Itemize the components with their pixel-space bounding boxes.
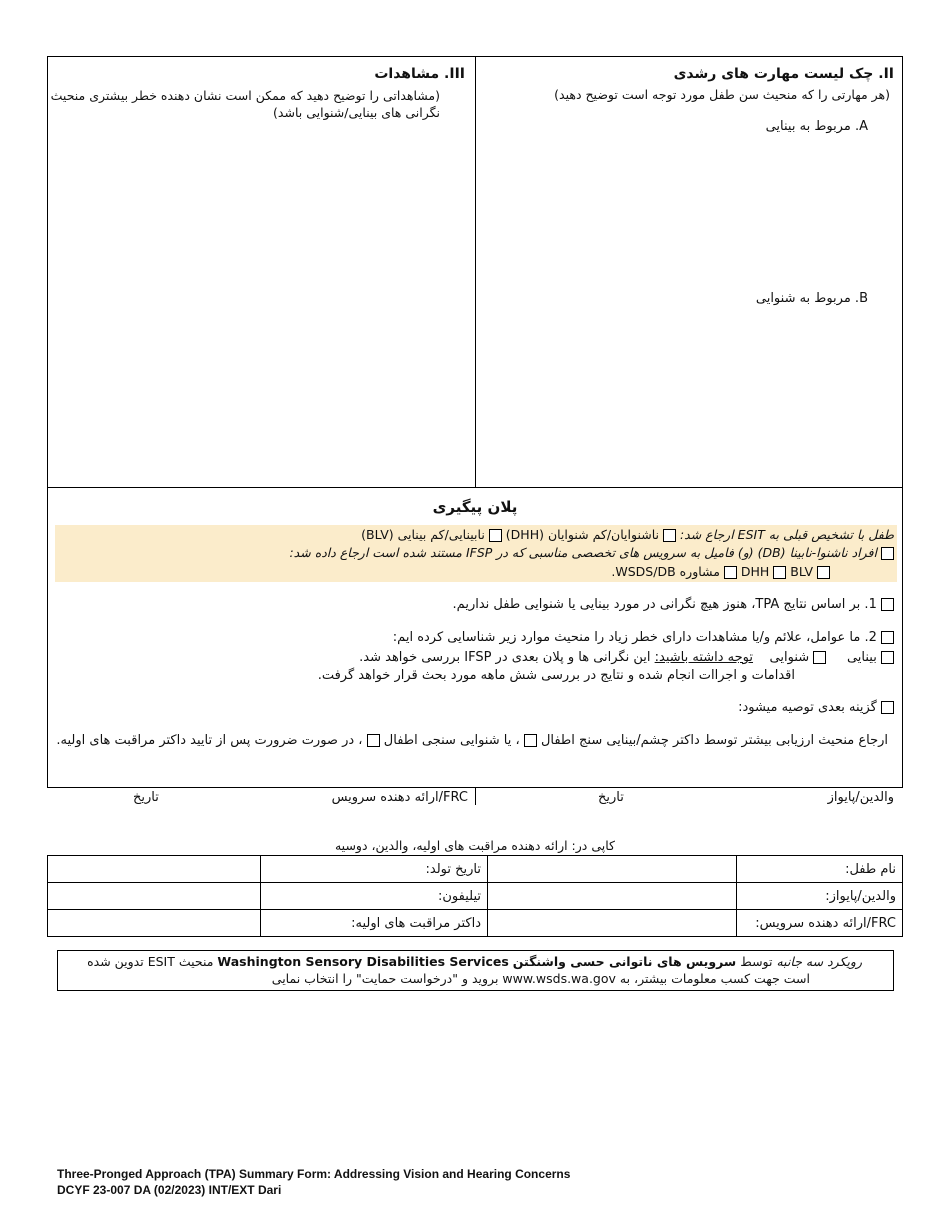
child-name-label: نام طفل: [737, 856, 903, 883]
child-name-field[interactable] [488, 856, 737, 883]
section-divider [475, 56, 476, 488]
ophthalmology-checkbox[interactable] [524, 734, 537, 747]
sig-date-2: تاریخ [133, 790, 159, 805]
referral-prefix: طفل با تشخیص قبلی به ESIT ارجاع شد: [679, 527, 894, 542]
section-2-subtitle: (هر مهارتی را که منحیث سن طفل مورد توجه است توضیح دهید) [554, 87, 890, 102]
vision-label: بینایی [846, 650, 877, 665]
info-table [47, 855, 903, 937]
sig-parent: والدین/پایواز [827, 790, 894, 805]
db-checkbox[interactable] [881, 547, 894, 560]
notice-tpa: رویکرد سه جانبه [776, 954, 862, 969]
blv-short-checkbox[interactable] [773, 566, 786, 579]
vision-checkbox[interactable] [881, 651, 894, 664]
plan-item-2 [54, 630, 894, 645]
wsds-checkbox[interactable] [724, 566, 737, 579]
item-2-checkbox[interactable] [881, 631, 894, 644]
next-option-checkbox[interactable] [881, 701, 894, 714]
pcp-label: داکتر مراقبت های اولیه: [261, 910, 488, 937]
section-2-item-b-field[interactable] [490, 312, 870, 477]
item-2-text: 2. ما عوامل، علائم و/یا مشاهدات دارای خطر زیاد را منحیث موارد زیر شناسایی کرده ایم: [392, 630, 877, 645]
info-row [48, 883, 903, 910]
referral-row-3 [330, 564, 830, 579]
next-option-text: گزینه بعدی توصیه میشود: [738, 700, 877, 715]
wsds-label: مشاوره WSDS/DB. [611, 564, 720, 579]
footer-form-number: DCYF 23-007 DA (02/2023) INT/EXT Dari [57, 1183, 282, 1197]
phone-value[interactable] [48, 883, 261, 910]
child-name-value[interactable] [48, 856, 261, 883]
plan-title: پلان پیگیری [432, 498, 518, 516]
dob-label: تاریخ تولد: [261, 856, 488, 883]
item-1-checkbox[interactable] [881, 598, 894, 611]
section-2-title: II. چک لیست مهارت های رشدی [673, 66, 894, 82]
item-1-text: 1. بر اساس نتایج TPA، هنوز هیچ نگرانی در مورد بینایی یا شنوایی طفل نداریم. [452, 597, 877, 612]
signature-divider [475, 788, 476, 805]
notice-wsds-en: Washington Sensory Disabilities Services [217, 954, 509, 969]
plan-item-2-options [54, 650, 894, 665]
note-label: توجه داشته باشید: [654, 650, 754, 665]
info-row [48, 856, 903, 883]
plan-item-1 [54, 597, 894, 612]
referral-b: ، یا شنوایی سنجی اطفال [383, 733, 520, 748]
dhh-short-label: DHH [740, 564, 770, 579]
dhh-short-checkbox[interactable] [817, 566, 830, 579]
referral-c: ، در صورت ضرورت پس از تایید داکتر مراقبت های اولیه. [56, 733, 363, 748]
notice-wsds-dari: سرویس های ناتوانی حسی واشنگتن [512, 954, 737, 969]
audiology-checkbox[interactable] [367, 734, 380, 747]
sig-date-1: تاریخ [598, 790, 624, 805]
plan-divider [47, 487, 903, 488]
parent-field[interactable] [488, 883, 737, 910]
referral-a: ارجاع منحیث ارزیابی بیشتر توسط داکتر چشم/بینایی سنج اطفال [540, 733, 888, 748]
parent-label: والدین/پایواز: [737, 883, 903, 910]
section-3-title: III. مشاهدات [374, 66, 465, 82]
section-2-item-b: B. مربوط به شنوایی [755, 291, 868, 306]
section-2-item-a-field[interactable] [490, 140, 870, 280]
plan-item-2-note-2: اقدامات و اجراات انجام شده و نتایج در بررسی شش ماهه مورد بحث قرار خواهد گرفت. [317, 668, 795, 683]
dhh-label: ناشنوایان/کم شنوایان (DHH) [505, 527, 659, 542]
dhh-checkbox[interactable] [663, 529, 676, 542]
provider-field[interactable] [488, 910, 737, 937]
next-option-row [54, 700, 894, 715]
phone-label: تیلیفون: [261, 883, 488, 910]
referral-options-row [54, 733, 888, 748]
copy-line: کاپی در: ارائه دهنده مراقبت های اولیه، والدین، دوسیه [334, 838, 616, 853]
section-2-item-a: A. مربوط به بینایی [765, 119, 868, 134]
notice-esit: منحیث ESIT تدوین شده [87, 954, 214, 969]
sig-frc: FRC/ارائه دهنده سرویس [331, 790, 468, 805]
info-row [48, 910, 903, 937]
hearing-checkbox[interactable] [813, 651, 826, 664]
referral-row-1 [54, 527, 894, 542]
referral-row-2 [54, 545, 894, 560]
notice-line-1 [62, 954, 862, 969]
provider-label: FRC/ارائه دهنده سرویس: [737, 910, 903, 937]
section-3-field[interactable] [55, 125, 465, 480]
footer-title: Three-Pronged Approach (TPA) Summary Form: Addressing Vision and Hearing Concerns [57, 1167, 571, 1181]
notice-by: توسط [740, 954, 773, 969]
notice-line-2: است جهت کسب معلومات بیشتر، به www.wsds.wa.gov بروید و "درخواست حمایت" را انتخاب نمایی [271, 971, 810, 986]
section-3-subtitle: (مشاهداتی را توضیح دهید که ممکن است نشان دهنده خطر بیشتری منحیث نگرانی های بینایی/شنوایی باشد) [50, 88, 440, 120]
blv-label: نابینایی/کم بینایی (BLV) [361, 527, 485, 542]
db-label: افراد ناشنوا-نابینا (DB) (و) فامیل به سرویس های تخصصی مناسبی که در IFSP مستند شده است ارجاع داده شد: [289, 545, 878, 560]
hearing-label: شنوایی [769, 650, 810, 665]
blv-checkbox[interactable] [489, 529, 502, 542]
pcp-value[interactable] [48, 910, 261, 937]
note-text: این نگرانی ها و پلان بعدی در IFSP بررسی خواهد شد. [359, 650, 651, 665]
blv-short-label: BLV [790, 564, 814, 579]
